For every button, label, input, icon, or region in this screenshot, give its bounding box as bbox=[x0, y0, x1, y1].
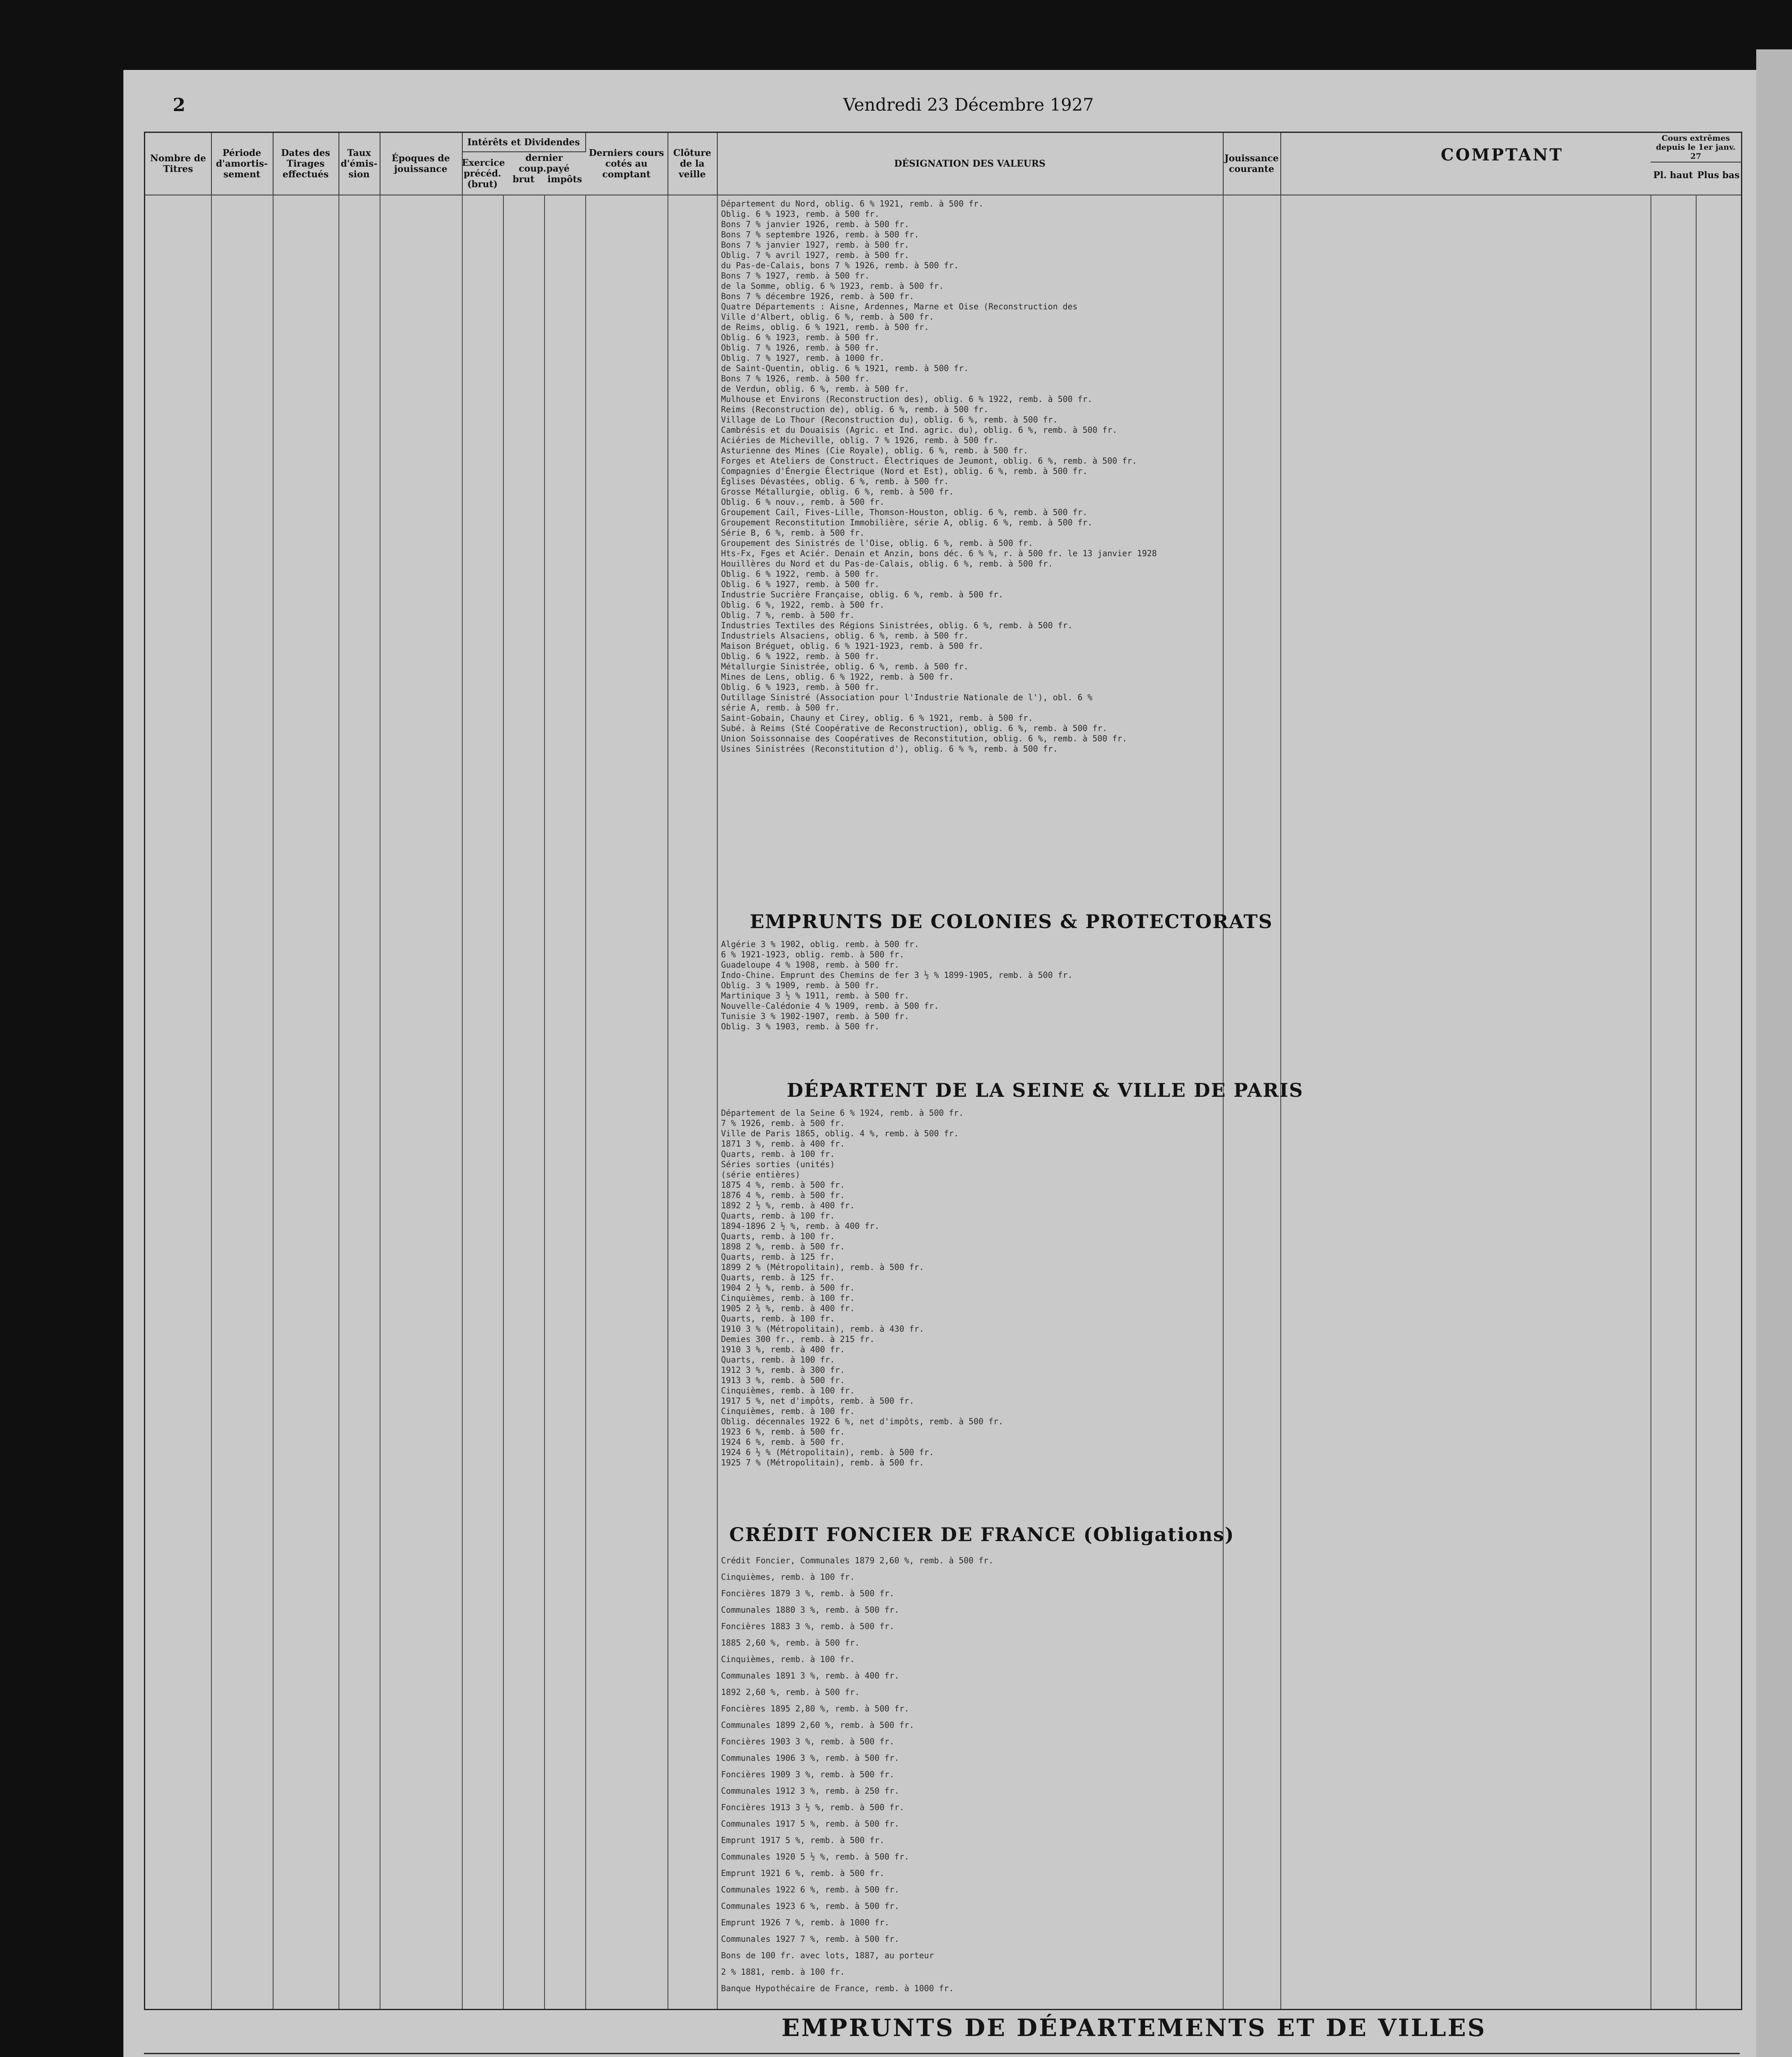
col-cours-extremes: Cours extrêmes depuis le 1er janv. 27 bbox=[1651, 133, 1742, 163]
designation-line: de Reims, oblig. 6 % 1921, remb. à 500 fr. bbox=[721, 322, 929, 332]
designation-line: Oblig. 6 % 1922, remb. à 500 fr. bbox=[721, 651, 880, 661]
designation-list-seine bbox=[721, 1108, 1219, 1560]
designation-line: Quarts, remb. à 100 fr. bbox=[721, 1231, 835, 1241]
column-rule bbox=[1696, 195, 1697, 2009]
designation-line: 1924 6 %, remb. à 500 fr. bbox=[721, 1437, 845, 1447]
designation-line: Subé. à Reims (Sté Coopérative de Reconstruction), oblig. 6 %, remb. à 500 fr. bbox=[721, 723, 1108, 733]
designation-line: Maison Bréguet, oblig. 6 % 1921-1923, remb. à 500 fr. bbox=[721, 641, 984, 651]
designation-line: Communales 1880 3 %, remb. à 500 fr. bbox=[721, 1605, 899, 1615]
designation-line: Oblig. 6 % 1922, remb. à 500 fr. bbox=[721, 569, 880, 579]
designation-line: Oblig. décennales 1922 6 %, net d'impôts, remb. à 500 fr. bbox=[721, 1416, 1004, 1426]
designation-line: Département du Nord, oblig. 6 % 1921, remb. à 500 fr. bbox=[721, 199, 984, 209]
designation-line: Outillage Sinistré (Association pour l'Industrie Nationale de l'), obl. 6 % bbox=[721, 692, 1093, 702]
designation-line: Oblig. 3 % 1909, remb. à 500 fr. bbox=[721, 980, 880, 990]
designation-line: Oblig. 7 %, remb. à 500 fr. bbox=[721, 610, 855, 620]
designation-line: Houillères du Nord et du Pas-de-Calais, oblig. 6 %, remb. à 500 fr. bbox=[721, 559, 1053, 569]
designation-line: Communales 1920 5 ½ %, remb. à 500 fr. bbox=[721, 1852, 909, 1862]
designation-line: Ville d'Albert, oblig. 6 %, remb. à 500 fr. bbox=[721, 312, 934, 322]
column-rule bbox=[1223, 195, 1224, 2009]
bottom-section-title: EMPRUNTS DE DÉPARTEMENTS ET DE VILLES bbox=[781, 2014, 1486, 2042]
col-pl-bas: Plus bas bbox=[1697, 170, 1740, 181]
designation-line: Bons 7 % 1926, remb. à 500 fr. bbox=[721, 374, 870, 383]
designation-line: Cinquièmes, remb. à 100 fr. bbox=[721, 1406, 855, 1416]
designation-line: du Pas-de-Calais, bons 7 % 1926, remb. à 500 fr. bbox=[721, 260, 959, 270]
page-number: 2 bbox=[173, 95, 185, 116]
designation-line: Aciéries de Micheville, oblig. 7 % 1926, remb. à 500 fr. bbox=[721, 435, 999, 445]
designation-line: 1917 5 %, net d'impôts, remb. à 500 fr. bbox=[721, 1396, 914, 1406]
designation-line: Indo-Chine. Emprunt des Chemins de fer 3 ½ % 1899-1905, remb. à 500 fr. bbox=[721, 970, 1073, 980]
designation-line: Communales 1891 3 %, remb. à 400 fr. bbox=[721, 1671, 899, 1681]
designation-line: Bons 7 % janvier 1926, remb. à 500 fr. bbox=[721, 219, 909, 229]
designation-line: Oblig. 6 %, 1922, remb. à 500 fr. bbox=[721, 600, 885, 610]
section-title-seine: DÉPARTENT DE LA SEINE & VILLE DE PARIS bbox=[787, 1079, 1304, 1101]
designation-line: Martinique 3 ½ % 1911, remb. à 500 fr. bbox=[721, 991, 909, 1001]
designation-line: Tunisie 3 % 1902-1907, remb. à 500 fr. bbox=[721, 1011, 909, 1021]
designation-line: Quarts, remb. à 100 fr. bbox=[721, 1149, 835, 1159]
designation-line: Hts-Fx, Fges et Aciér. Denain et Anzin, bons déc. 6 % %, r. à 500 fr. le 13 janvier 1928 bbox=[721, 548, 1157, 558]
designation-line: de la Somme, oblig. 6 % 1923, remb. à 500 fr. bbox=[721, 281, 944, 291]
col-interets: Intérêts et Dividendes bbox=[462, 133, 586, 152]
newspaper-page bbox=[123, 70, 1756, 2057]
column-rule bbox=[211, 195, 212, 2009]
designation-line: 1905 2 ¾ %, remb. à 400 fr. bbox=[721, 1303, 855, 1313]
designation-line: Union Soissonnaise des Coopératives de Reconstitution, oblig. 6 %, remb. à 500 fr. bbox=[721, 734, 1127, 743]
quotations-table bbox=[144, 132, 1742, 2010]
designation-line: Grosse Métallurgie, oblig. 6 %, remb. à 500 fr. bbox=[721, 487, 954, 497]
designation-line: Groupement Reconstitution Immobilière, série A, oblig. 6 %, remb. à 500 fr. bbox=[721, 518, 1093, 527]
designation-line: 7 % 1926, remb. à 500 fr. bbox=[721, 1118, 845, 1128]
designation-line: Foncières 1913 3 ½ %, remb. à 500 fr. bbox=[721, 1802, 904, 1812]
designation-list-foncier bbox=[721, 1552, 1219, 2005]
column-rule bbox=[338, 195, 339, 2009]
designation-line: 1924 6 ½ % (Métropolitain), remb. à 500 fr. bbox=[721, 1447, 934, 1457]
designation-line: Séries sorties (unités) bbox=[721, 1159, 835, 1169]
designation-line: Industriels Alsaciens, oblig. 6 %, remb. à 500 fr. bbox=[721, 631, 969, 641]
designation-line: 1871 3 %, remb. à 400 fr. bbox=[721, 1139, 845, 1149]
designation-line: Oblig. 6 % 1927, remb. à 500 fr. bbox=[721, 579, 880, 589]
designation-line: Guadeloupe 4 % 1908, remb. à 500 fr. bbox=[721, 960, 899, 970]
designation-line: 1904 2 ½ %, remb. à 500 fr. bbox=[721, 1283, 855, 1293]
designation-line: Communales 1927 7 %, remb. à 500 fr. bbox=[721, 1934, 899, 1944]
designation-line: Emprunt 1926 7 %, remb. à 1000 fr. bbox=[721, 1918, 890, 1927]
designation-line: Foncières 1879 3 %, remb. à 500 fr. bbox=[721, 1588, 895, 1598]
designation-line: 1910 3 %, remb. à 400 fr. bbox=[721, 1344, 845, 1354]
col-taux: Taux d'émis-sion bbox=[338, 133, 380, 195]
designation-line: Métallurgie Sinistrée, oblig. 6 %, remb. à 500 fr. bbox=[721, 662, 969, 671]
designation-line: 1892 2 ½ %, remb. à 400 fr. bbox=[721, 1200, 855, 1210]
designation-line: Foncières 1883 3 %, remb. à 500 fr. bbox=[721, 1621, 895, 1631]
designation-line: Reims (Reconstruction de), oblig. 6 %, remb. à 500 fr. bbox=[721, 404, 989, 414]
designation-line: 1912 3 %, remb. à 300 fr. bbox=[721, 1365, 845, 1375]
designation-line: Ville de Paris 1865, oblig. 4 %, remb. à 500 fr. bbox=[721, 1128, 959, 1138]
designation-line: Forges et Ateliers de Construct. Électriques de Jeumont, oblig. 6 %, remb. à 500 fr. bbox=[721, 456, 1137, 466]
designation-line: Foncières 1909 3 %, remb. à 500 fr. bbox=[721, 1769, 895, 1779]
designation-line: Cinquièmes, remb. à 100 fr. bbox=[721, 1572, 855, 1582]
designation-line: Oblig. 6 % 1923, remb. à 500 fr. bbox=[721, 682, 880, 692]
designation-line: 1913 3 %, remb. à 500 fr. bbox=[721, 1375, 845, 1385]
designation-line: 1925 7 % (Métropolitain), remb. à 500 fr. bbox=[721, 1458, 924, 1467]
designation-line: 1899 2 % (Métropolitain), remb. à 500 fr. bbox=[721, 1262, 924, 1272]
designation-line: Emprunt 1917 5 %, remb. à 500 fr. bbox=[721, 1835, 885, 1845]
column-rule bbox=[544, 195, 545, 2009]
designation-line: Cambrésis et du Douaisis (Agric. et Ind. agric. du), oblig. 6 %, remb. à 500 fr. bbox=[721, 425, 1117, 435]
col-impots: impôts bbox=[547, 174, 582, 185]
designation-line: Saint-Gobain, Chauny et Cirey, oblig. 6 % 1921, remb. à 500 fr. bbox=[721, 713, 1033, 723]
designation-line: Village de Lo Thour (Reconstruction du), oblig. 6 %, remb. à 500 fr. bbox=[721, 415, 1058, 425]
designation-line: Quarts, remb. à 125 fr. bbox=[721, 1272, 835, 1282]
designation-line: Quarts, remb. à 100 fr. bbox=[721, 1314, 835, 1323]
designation-line: Compagnies d'Énergie Électrique (Nord et Est), oblig. 6 %, remb. à 500 fr. bbox=[721, 466, 1088, 476]
designation-line: (série entières) bbox=[721, 1170, 800, 1179]
designation-line: Communales 1899 2,60 %, remb. à 500 fr. bbox=[721, 1720, 914, 1730]
designation-line: Bons 7 % septembre 1926, remb. à 500 fr. bbox=[721, 230, 919, 239]
designation-line: Oblig. 6 % 1923, remb. à 500 fr. bbox=[721, 332, 880, 342]
column-rule bbox=[273, 195, 274, 2009]
col-nombre-titres: Nombre de Titres bbox=[145, 133, 212, 195]
designation-line: Industrie Sucrière Française, oblig. 6 %, remb. à 500 fr. bbox=[721, 590, 1004, 599]
designation-line: de Verdun, oblig. 6 %, remb. à 500 fr. bbox=[721, 384, 909, 394]
col-exercice: Exercice précéd. (brut) bbox=[462, 158, 505, 190]
designation-line: Série B, 6 %, remb. à 500 fr. bbox=[721, 528, 865, 538]
designation-line: de Saint-Quentin, oblig. 6 % 1921, remb. à 500 fr. bbox=[721, 363, 969, 373]
col-derniers-cours: Derniers cours cotés au comptant bbox=[585, 133, 668, 195]
designation-line: Communales 1917 5 %, remb. à 500 fr. bbox=[721, 1819, 899, 1829]
designation-line: Oblig. 6 % 1923, remb. à 500 fr. bbox=[721, 209, 880, 219]
designation-line: 1885 2,60 %, remb. à 500 fr. bbox=[721, 1638, 860, 1648]
designation-line: Communales 1912 3 %, remb. à 250 fr. bbox=[721, 1786, 899, 1796]
designation-line: Églises Dévastées, oblig. 6 %, remb. à 500 fr. bbox=[721, 476, 949, 486]
designation-line: Emprunt 1921 6 %, remb. à 500 fr. bbox=[721, 1868, 885, 1878]
col-designation: DÉSIGNATION DES VALEURS bbox=[717, 133, 1224, 195]
designation-line: Banque Hypothécaire de France, remb. à 1000 fr. bbox=[721, 1983, 954, 1993]
designation-line: 1876 4 %, remb. à 500 fr. bbox=[721, 1190, 845, 1200]
column-rule bbox=[1280, 195, 1281, 2009]
col-brut: brut bbox=[512, 174, 535, 185]
designation-line: Oblig. 7 % 1926, remb. à 500 fr. bbox=[721, 343, 880, 353]
designation-line: 1910 3 % (Métropolitain), remb. à 430 fr. bbox=[721, 1324, 924, 1334]
designation-line: Demies 300 fr., remb. à 215 fr. bbox=[721, 1334, 875, 1344]
designation-line: Groupement des Sinistrés de l'Oise, oblig. 6 %, remb. à 500 fr. bbox=[721, 538, 1033, 548]
designation-line: 1875 4 %, remb. à 500 fr. bbox=[721, 1180, 845, 1190]
designation-line: Asturienne des Mines (Cie Royale), oblig. 6 %, remb. à 500 fr. bbox=[721, 446, 1028, 455]
designation-line: Oblig. 3 % 1903, remb. à 500 fr. bbox=[721, 1022, 880, 1031]
adjacent-page-strip bbox=[1756, 49, 1792, 2057]
designation-line: Communales 1923 6 %, remb. à 500 fr. bbox=[721, 1901, 899, 1911]
designation-line: Usines Sinistrées (Reconstitution d'), oblig. 6 % %, remb. à 500 fr. bbox=[721, 744, 1058, 754]
designation-line: Bons 7 % décembre 1926, remb. à 500 fr. bbox=[721, 291, 914, 301]
column-rule bbox=[462, 195, 463, 2009]
designation-line: Quarts, remb. à 100 fr. bbox=[721, 1211, 835, 1221]
designation-line: Cinquièmes, remb. à 100 fr. bbox=[721, 1293, 855, 1303]
col-dernier-coupon: dernier coup.payé bbox=[519, 153, 570, 174]
designation-line: Industries Textiles des Régions Sinistrées, oblig. 6 %, remb. à 500 fr. bbox=[721, 620, 1073, 630]
designation-line: Quarts, remb. à 100 fr. bbox=[721, 1355, 835, 1365]
column-rule bbox=[503, 195, 504, 2009]
designation-line: 2 % 1881, remb. à 100 fr. bbox=[721, 1967, 845, 1977]
column-rule bbox=[585, 195, 586, 2009]
designation-line: Bons 7 % 1927, remb. à 500 fr. bbox=[721, 271, 870, 281]
designation-line: 1923 6 %, remb. à 500 fr. bbox=[721, 1427, 845, 1437]
designation-line: Bons de 100 fr. avec lots, 1887, au porteur bbox=[721, 1950, 934, 1960]
designation-list-colonies bbox=[721, 939, 1219, 1063]
departments-villes-table bbox=[144, 2053, 1740, 2057]
column-rule bbox=[717, 195, 718, 2009]
designation-line: Bons 7 % janvier 1927, remb. à 500 fr. bbox=[721, 240, 909, 250]
page-header bbox=[123, 95, 1756, 128]
designation-line: 1894-1896 2 ½ %, remb. à 400 fr. bbox=[721, 1221, 880, 1231]
designation-line: Foncières 1895 2,80 %, remb. à 500 fr. bbox=[721, 1704, 909, 1713]
col-comptant: COMPTANT bbox=[1441, 145, 1563, 165]
col-periode: Période d'amortis-sement bbox=[211, 133, 274, 195]
designation-line: Quarts, remb. à 125 fr. bbox=[721, 1252, 835, 1262]
col-jouissance: Jouissance courante bbox=[1223, 133, 1281, 195]
designation-line: Groupement Cail, Fives-Lille, Thomson-Houston, oblig. 6 %, remb. à 500 fr. bbox=[721, 507, 1088, 517]
designation-line: Foncières 1903 3 %, remb. à 500 fr. bbox=[721, 1737, 895, 1746]
col-pl-haut: Pl. haut bbox=[1653, 170, 1693, 181]
designation-line: Département de la Seine 6 % 1924, remb. à 500 fr. bbox=[721, 1108, 964, 1118]
col-dates-tirages: Dates des Tirages effectués bbox=[273, 133, 339, 195]
col-epoques: Époques de jouissance bbox=[380, 133, 463, 195]
designation-line: 6 % 1921-1923, oblig. remb. à 500 fr. bbox=[721, 950, 904, 959]
designation-line: Cinquièmes, remb. à 100 fr. bbox=[721, 1654, 855, 1664]
designation-line: 1892 2,60 %, remb. à 500 fr. bbox=[721, 1687, 860, 1697]
designation-line: Crédit Foncier, Communales 1879 2,60 %, remb. à 500 fr. bbox=[721, 1556, 994, 1565]
page-date: Vendredi 23 Décembre 1927 bbox=[843, 95, 1094, 115]
designation-line: Oblig. 7 % avril 1927, remb. à 500 fr. bbox=[721, 250, 909, 260]
designation-line: Quatre Départements : Aisne, Ardennes, Marne et Oise (Reconstruction des bbox=[721, 302, 1078, 311]
designation-line: Cinquièmes, remb. à 100 fr. bbox=[721, 1386, 855, 1395]
designation-line: Oblig. 7 % 1927, remb. à 1000 fr. bbox=[721, 353, 885, 363]
designation-line: série A, remb. à 500 fr. bbox=[721, 703, 840, 713]
designation-line: Algérie 3 % 1902, oblig. remb. à 500 fr. bbox=[721, 939, 919, 949]
designation-line: 1898 2 %, remb. à 500 fr. bbox=[721, 1242, 845, 1251]
designation-line: Communales 1906 3 %, remb. à 500 fr. bbox=[721, 1753, 899, 1763]
section-title-credit-foncier: CRÉDIT FONCIER DE FRANCE (Obligations) bbox=[729, 1523, 1235, 1546]
designation-line: Oblig. 6 % nouv., remb. à 500 fr. bbox=[721, 497, 885, 507]
designation-line: Mines de Lens, oblig. 6 % 1922, remb. à 500 fr. bbox=[721, 672, 954, 682]
designation-line: Nouvelle-Calédonie 4 % 1909, remb. à 500 fr. bbox=[721, 1001, 939, 1011]
designation-list-industry bbox=[721, 199, 1219, 857]
col-cloture: Clôture de la veille bbox=[668, 133, 718, 195]
designation-line: Communales 1922 6 %, remb. à 500 fr. bbox=[721, 1885, 899, 1894]
section-title-colonies: EMPRUNTS DE COLONIES & PROTECTORATS bbox=[750, 910, 1273, 933]
designation-line: Mulhouse et Environs (Reconstruction des), oblig. 6 % 1922, remb. à 500 fr. bbox=[721, 394, 1093, 404]
